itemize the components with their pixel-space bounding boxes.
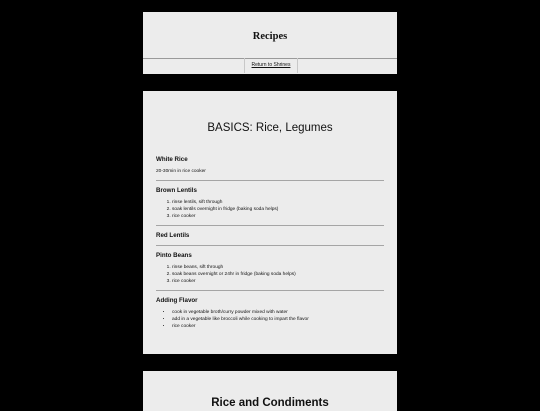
next-panel xyxy=(143,371,397,411)
divider xyxy=(156,290,384,291)
section-title: Pinto Beans xyxy=(156,252,192,259)
section-title: Adding Flavor xyxy=(156,297,198,304)
list-item: • cook in vegetable broth/curry powder mixed with water xyxy=(172,309,384,316)
list-item: 1. rinse lentils, sift through xyxy=(172,199,384,206)
section-title: White Rice xyxy=(156,156,188,163)
tips-list xyxy=(156,309,384,330)
section-text: 20-30min in rice cooker xyxy=(156,169,206,174)
divider xyxy=(156,245,384,246)
steps-list xyxy=(156,199,384,220)
divider xyxy=(156,225,384,226)
list-item: 1. rinse beans, sift through xyxy=(172,264,384,271)
section-white-rice xyxy=(156,156,384,181)
header-panel xyxy=(143,12,397,74)
section-adding-flavor xyxy=(156,297,384,330)
steps-list xyxy=(156,264,384,285)
site-title: Recipes xyxy=(252,31,288,42)
list-item: 2. soak lentils overnight in fridge (baking soda helps) xyxy=(172,206,384,213)
section-pinto-beans xyxy=(156,252,384,291)
section-title: Brown Lentils xyxy=(156,187,197,194)
divider xyxy=(156,180,384,181)
page-heading: BASICS: Rice, Legumes xyxy=(207,122,333,134)
section-red-lentils xyxy=(156,232,384,246)
list-item: 3. rice cooker xyxy=(172,278,384,285)
list-item: • add in a vegetable like broccoli while cooking to impart the flavor xyxy=(172,316,384,323)
basics-panel xyxy=(143,91,397,354)
list-item: 2. soak beans overnight or 24hr in fridge (baking soda helps) xyxy=(172,271,384,278)
next-section-heading: Rice and Condiments xyxy=(211,397,329,409)
section-title: Red Lentils xyxy=(156,232,190,239)
return-to-shrines-link[interactable]: Return to Shrines xyxy=(244,58,298,73)
list-item: • rice cooker xyxy=(172,323,384,330)
section-brown-lentils xyxy=(156,187,384,226)
list-item: 3. rice cooker xyxy=(172,213,384,220)
